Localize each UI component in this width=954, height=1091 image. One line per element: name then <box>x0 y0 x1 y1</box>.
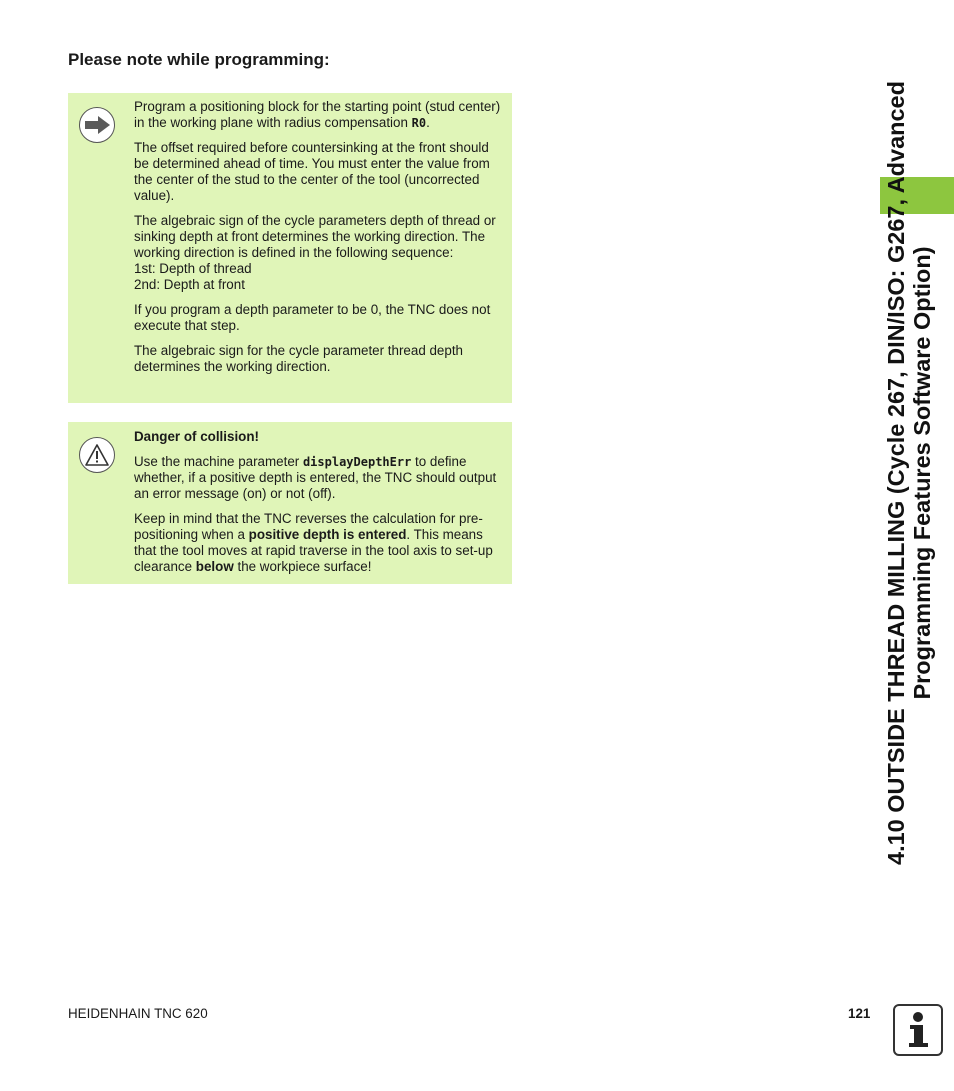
note-paragraph: Program a positioning block for the starting point (stud center) in the working plane with radius compensation R0. <box>134 99 501 130</box>
side-title-line2: Programming Features Software Option) <box>909 246 935 700</box>
note-paragraph: The algebraic sign of the cycle parameters depth of thread or sinking depth at front determines the working direction. The working direction is defined in the following sequence: 1st: Depth of thread 2nd: Depth at front <box>134 213 496 292</box>
code-token: displayDepthErr <box>302 455 412 469</box>
warning-triangle-icon <box>79 437 115 473</box>
chapter-side-title <box>874 50 944 896</box>
warning-paragraph: Use the machine parameter displayDepthErr to define whether, if a positive depth is entered, the TNC should output an error message (on) or not (off). <box>134 454 497 501</box>
collision-warning-box <box>68 422 512 584</box>
warning-paragraph: Keep in mind that the TNC reverses the calculation for pre-positioning when a positive depth is entered. This means that the tool moves at rapid traverse in the tool axis to set-up clearance below the workpiece surface! <box>134 511 493 574</box>
warning-title: Danger of collision! <box>134 429 259 444</box>
code-token: R0 <box>411 116 427 130</box>
page-number: 121 <box>848 1006 871 1021</box>
note-paragraph: The algebraic sign for the cycle parameter thread depth determines the working direction. <box>134 343 463 374</box>
arrow-right-icon <box>79 107 115 143</box>
info-icon <box>893 1004 943 1056</box>
side-title-line1: 4.10 OUTSIDE THREAD MILLING (Cycle 267, DIN/ISO: G267, Advanced <box>883 81 909 865</box>
note-paragraph: If you program a depth parameter to be 0, the TNC does not execute that step. <box>134 302 491 333</box>
footer-product-name: HEIDENHAIN TNC 620 <box>68 1006 208 1021</box>
programming-note-box <box>68 93 512 403</box>
section-heading: Please note while programming: <box>68 50 330 69</box>
note-paragraph: The offset required before countersinking at the front should be determined ahead of time. You must enter the value from the center of the stud to the center of the tool (uncorrected value). <box>134 140 490 203</box>
